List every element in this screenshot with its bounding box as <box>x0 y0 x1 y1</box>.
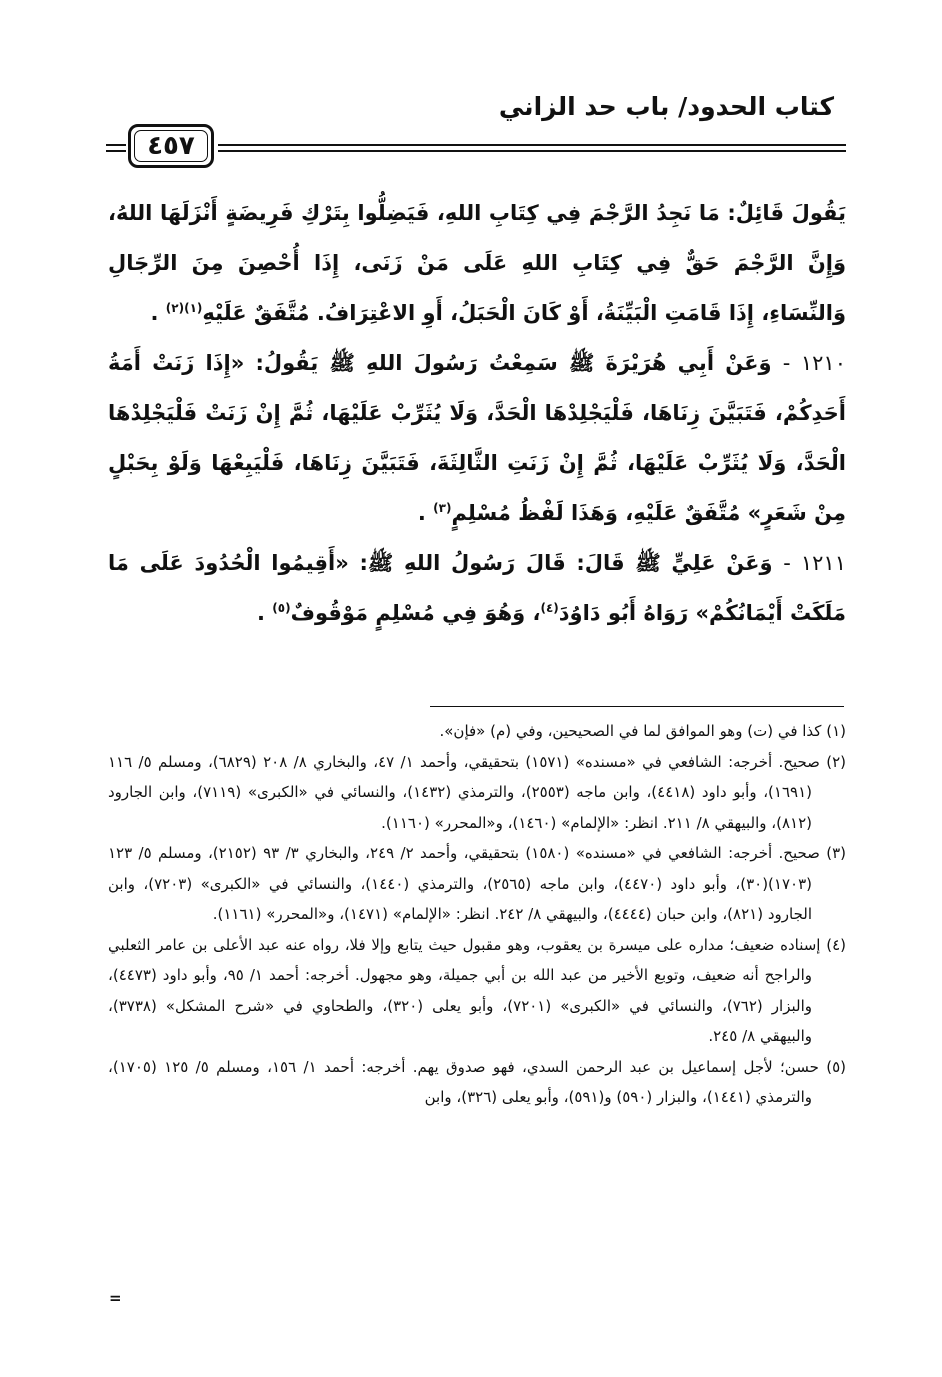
header-rule-left-top <box>106 144 126 146</box>
continued-hadith-text: يَقُولَ قَائِلٌ: مَا نَجِدُ الرَّجْمَ فِي كِتَابِ اللهِ، فَيَضِلُّوا بِتَرْكِ فَرِيضَةٍ أَنْزَلَهَا اللهُ، وَإِنَّ الرَّجْمَ حَقٌّ فِي كِتَابِ اللهِ عَلَى مَنْ زَنَى، إِذَا أُحْصِنَ مِنَ الرِّجَالِ وَالنِّسَاءِ، إِذَا قَامَتِ الْبَيِّنَةُ، أَوْ كَانَ الْحَبَلُ، أَوِ الاعْتِرَافُ. مُتَّفَقٌ عَلَيْهِ <box>108 201 846 325</box>
hadith-text-1211-b: ، وَهُوَ فِي مُسْلِمٍ مَوْقُوفٌ <box>290 601 541 625</box>
footnote-5: (٥) حسن؛ لأجل إسماعيل بن عبد الرحمن السدي، فهو صدوق يهم. أخرجه: أحمد ١/ ١٥٦، ومسلم ٥/ ١٢٥ (١٧٠٥)، والترمذي (١٤٤١)، والبزار (٥٩٠) و(٥٩١)، وأبو يعلى (٣٢٦)، وابن <box>108 1057 847 1106</box>
footnote-separator <box>430 706 844 707</box>
header-rule-right-top <box>218 144 846 146</box>
footnote-ref-4: (٤) <box>540 601 559 615</box>
footnote-ref-2: (٢) <box>165 301 185 315</box>
footnote-4: (٤) إسناده ضعيف؛ مداره على ميسرة بن يعقوب، وهو مقبول حيث يتابع وإلا فلا، رواه عنه عبد الأعلى بن عامر الثعلبي والراجح أنه ضعيف، وتوبع الأخير من عبد الله بن أبي جميلة، وهو مجهول. أخرجه: أحمد ١/ ٩٥، وأبو داود (٤٤٧٣)، والبزار (٧٦٢)، والنسائي في «الكبرى» (٧٢٠١)، وأبو يعلى (٣٢٠)، والطحاوي في «شرح المشكل» (٣٧٣٨)، والبيهقي ٨/ ٢٤٥. <box>108 935 846 1045</box>
page-number-frame <box>128 124 214 168</box>
footnote-3: (٣) صحيح. أخرجه: الشافعي في «مسنده» (١٥٨٠) بتحقيقي، وأحمد ٢/ ٢٤٩، والبخاري ٣/ ٩٣ (٢١٥٢)، ومسلم ٥/ ١٢٣ (١٧٠٣)(٣٠)، وأبو داود (٤٤٧٠)، وابن ماجه (٢٥٦٥)، والترمذي (١٤٤٠)، والنسائي في «الكبرى» (٧٢٠٣)، وابن الجارود (٨٢١)، وابن حبان (٤٤٤٤)، والبيهقي ٨/ ٢٤٢. انظر: «الإلمام» (١٤٧١)، و«المحرر» (١١٦١). <box>108 844 847 923</box>
running-title: كتاب الحدود/ باب حد الزاني <box>498 92 834 121</box>
header-rule-left-bottom <box>106 150 126 152</box>
header-rule-right-bottom <box>218 150 846 152</box>
footnote-ref-5: (٥) <box>272 601 291 615</box>
continued-hadith-paragraph: يَقُولَ قَائِلٌ: مَا نَجِدُ الرَّجْمَ فِي كِتَابِ اللهِ، فَيَضِلُّوا بِتَرْكِ فَرِيضَةٍ أَنْزَلَهَا اللهُ، وَإِنَّ الرَّجْمَ حَقٌّ فِي كِتَابِ اللهِ عَلَى مَنْ زَنَى، إِذَا أُحْصِنَ مِنَ الرِّجَالِ وَالنِّسَاءِ، إِذَا قَامَتِ الْبَيِّنَةُ، أَوْ كَانَ الْحَبَلُ، أَوِ الاعْتِرَافُ. مُتَّفَقٌ عَلَيْهِ$^{(١)(٢)}$ . <box>108 201 846 325</box>
continuation-mark: = <box>109 1289 122 1307</box>
main-text <box>108 188 846 638</box>
hadith-text-1210: وَعَنْ أَبِي هُرَيْرَةَ ﷺ سَمِعْتُ رَسُولَ اللهِ ﷺ يَقُولُ: «إِذَا زَنَتْ أَمَةُ أَحَدِكُمْ، فَتَبَيَّنَ زِنَاهَا، فَلْيَجْلِدْهَا الْحَدَّ، وَلَا يُثَرِّبْ عَلَيْهَا، ثُمَّ إِنْ زَنَتْ فَلْيَجْلِدْهَا الْحَدَّ، وَلَا يُثَرِّبْ عَلَيْهَا، ثُمَّ إِنْ زَنَتِ الثَّالِثَةَ، فَتَبَيَّنَ زِنَاهَا، فَلْيَبِعْهَا وَلَوْ بِحَبْلٍ مِنْ شَعَرٍ» مُتَّفَقٌ عَلَيْهِ، وَهَذَا لَفْظُ مُسْلِمٍ <box>108 351 846 525</box>
hadith-number-1211: ١٢١١ - <box>783 551 846 575</box>
footnote-2: (٢) صحيح. أخرجه: الشافعي في «مسنده» (١٥٧١) بتحقيقي، وأحمد ١/ ٤٧، والبخاري ٨/ ٢٠٨ (٦٨٢٩)، ومسلم ٥/ ١١٦ (١٦٩١)، وأبو داود (٤٤١٨)، وابن ماجه (٢٥٥٣)، والترمذي (١٤٣٢)، والنسائي في «الكبرى» (٧١١٩)، وابن الجارود (٨١٢)، والبيهقي ٨/ ٢١١. انظر: «الإلمام» (١٤٦٠)، و«المحرر» (١١٦٠). <box>108 752 847 832</box>
hadith-1210: ١٢١٠ - وَعَنْ أَبِي هُرَيْرَةَ ﷺ سَمِعْتُ رَسُولَ اللهِ ﷺ يَقُولُ: «إِذَا زَنَتْ أَمَةُ أَحَدِكُمْ، فَتَبَيَّنَ زِنَاهَا، فَلْيَجْلِدْهَا الْحَدَّ، وَلَا يُثَرِّبْ عَلَيْهَا، ثُمَّ إِنْ زَنَتْ فَلْيَجْلِدْهَا الْحَدَّ، وَلَا يُثَرِّبْ عَلَيْهَا، ثُمَّ إِنْ زَنَتِ الثَّالِثَةَ، فَتَبَيَّنَ زِنَاهَا، فَلْيَبِعْهَا وَلَوْ بِحَبْلٍ مِنْ شَعَرٍ» مُتَّفَقٌ عَلَيْهِ، وَهَذَا لَفْظُ مُسْلِمٍ$^{(٣)}$ . <box>108 351 846 525</box>
footnote-ref-1: (١) <box>184 301 203 315</box>
footnotes <box>108 716 846 1113</box>
footnote-ref-3: (٣) <box>433 501 452 515</box>
hadith-1211: ١٢١١ - وَعَنْ عَلِيٍّ ﷺ قَالَ: قَالَ رَسُولُ اللهِ ﷺ: «أَقِيمُوا الْحُدُودَ عَلَى مَا مَلَكَتْ أَيْمَانُكُمْ» رَوَاهُ أَبُو دَاوُدَ$^{(٤)}$، وَهُوَ فِي مُسْلِمٍ مَوْقُوفٌ$^{(٥)}$ . <box>108 551 846 625</box>
footnote-1: (١) كذا في (ت) وهو الموافق لما في الصحيحين، وفي (م) «فإن». <box>439 722 846 740</box>
hadith-text-1211-a: وَعَنْ عَلِيٍّ ﷺ قَالَ: قَالَ رَسُولُ اللهِ ﷺ: «أَقِيمُوا الْحُدُودَ عَلَى مَا مَلَكَتْ أَيْمَانُكُمْ» رَوَاهُ أَبُو دَاوُدَ <box>108 551 846 625</box>
page-number: ٤٥٧ <box>147 131 195 161</box>
hadith-number-1210: ١٢١٠ - <box>782 351 846 375</box>
